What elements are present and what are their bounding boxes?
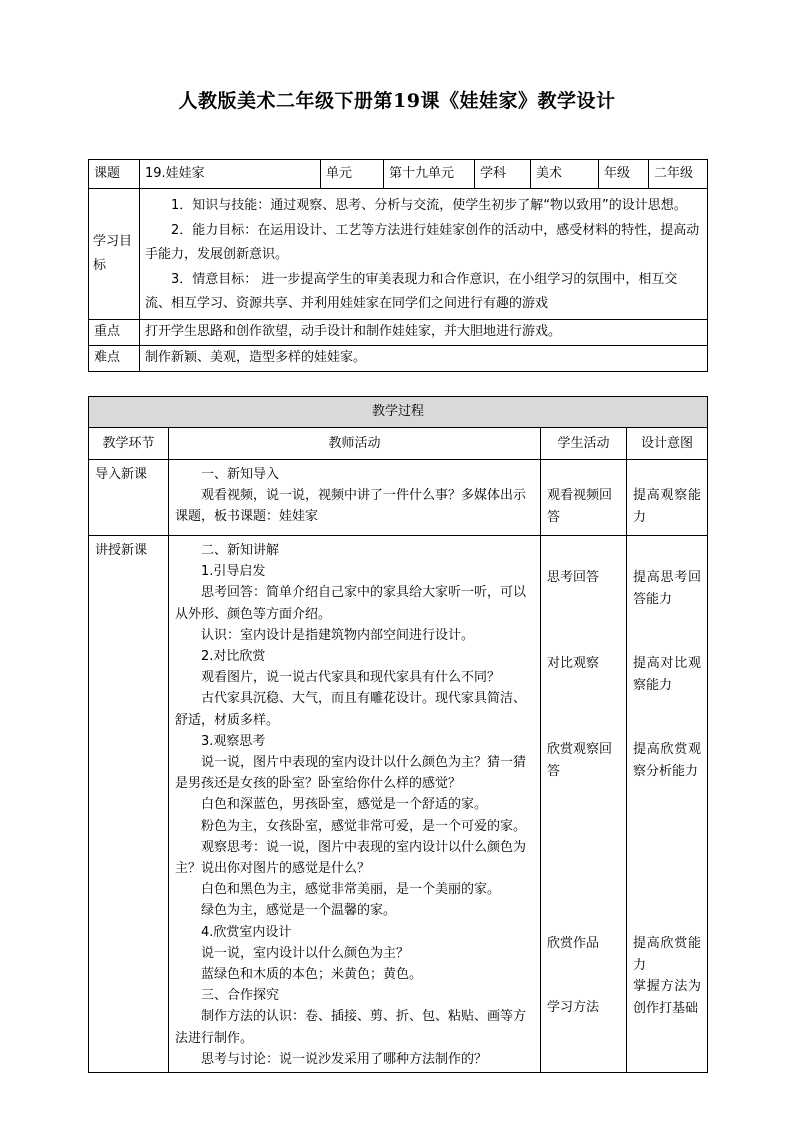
activity-line: 说一说，室内设计以什么颜色为主？ xyxy=(201,945,410,961)
objectives-row xyxy=(89,189,708,320)
teacher-activity xyxy=(169,460,541,536)
header-stage: 教学环节 xyxy=(89,428,169,460)
student-activity xyxy=(541,536,627,1073)
student-activity-item: 思考回答 xyxy=(547,570,600,585)
activity-line: 古代家具沉稳、大气，而且有雕花设计。现代家具简洁、舒适，材质多样。 xyxy=(175,691,527,728)
activity-line: 绿色为主，感觉是一个温馨的家。 xyxy=(201,903,397,919)
objectives-content xyxy=(140,189,708,320)
key-point-label: 重点 xyxy=(89,319,140,345)
activity-line: 观看视频，说一说，视频中讲了一件什么事？多媒体出示课题，板书课题：娃娃家 xyxy=(175,488,527,525)
difficulty-label: 难点 xyxy=(89,345,140,371)
topic-value: 19.娃娃家 xyxy=(140,160,321,189)
activity-line: 粉色为主，女孩卧室，感觉非常可爱，是一个可爱的家。 xyxy=(201,818,527,834)
activity-line: 3.观察思考 xyxy=(201,733,266,749)
activity-line: 2.对比欣赏 xyxy=(201,649,266,665)
key-point-value: 打开学生思路和创作欲望，动手设计和制作娃娃家，并大胆地进行游戏。 xyxy=(140,319,708,345)
activity-line: 观看图片，说一说古代家具和现代家具有什么不同？ xyxy=(201,670,501,686)
activity-line: 制作方法的认识：卷、插接、剪、折、包、粘贴、画等方法进行制作。 xyxy=(175,1009,527,1046)
subject-label: 学科 xyxy=(475,160,531,189)
unit-value: 第十九单元 xyxy=(384,160,475,189)
header-student: 学生活动 xyxy=(541,428,627,460)
intent-item: 提高欣赏能力 xyxy=(633,936,702,973)
document-title: 人教版美术二年级下册第19课《娃娃家》教学设计 xyxy=(178,90,616,112)
stage-cell: 讲授新课 xyxy=(89,536,169,1073)
activity-line: 思考与讨论：说一说沙发采用了哪种方法制作的？ xyxy=(201,1051,488,1067)
topic-label: 课题 xyxy=(89,160,140,189)
activity-line: 二、新知讲解 xyxy=(201,543,280,558)
student-activity-item: 学习方法 xyxy=(547,1000,600,1015)
stage-cell: 导入新课 xyxy=(89,460,169,536)
info-row xyxy=(89,160,708,189)
objective-item: 1．知识与技能：通过观察、思考、分析与交流，使学生初步了解“物以致用”的设计思想。 xyxy=(171,198,687,213)
intent-item: 提高对比观察能力 xyxy=(633,656,702,693)
activity-line: 4.欣赏室内设计 xyxy=(201,924,292,940)
design-intent xyxy=(627,460,708,536)
activity-line: 思考回答：简单介绍自己家中的家具给大家听一听，可以从外形、颜色等方面介绍。 xyxy=(175,585,527,622)
activity-line: 观察思考：说一说，图片中表现的室内设计以什么颜色为主？说出你对图片的感觉是什么？ xyxy=(175,839,527,877)
activity-line: 说一说，图片中表现的室内设计以什么颜色为主？猜一猜是男孩还是女孩的卧室？卧室给你什么样的感觉？ xyxy=(175,755,527,792)
difficulty-row xyxy=(89,345,708,371)
header-teacher: 教师活动 xyxy=(169,428,541,460)
teaching-process-table xyxy=(88,396,708,1073)
difficulty-value: 制作新颖、美观，造型多样的娃娃家。 xyxy=(140,345,708,371)
student-activity-item: 欣赏作品 xyxy=(547,936,600,951)
subject-value: 美术 xyxy=(531,160,599,189)
process-title: 教学过程 xyxy=(89,397,708,428)
intent-item: 提高欣赏观察分析能力 xyxy=(633,742,702,779)
teacher-activity xyxy=(169,536,541,1073)
process-row-intro xyxy=(89,460,708,536)
activity-line: 认识：室内设计是指建筑物内部空间进行设计。 xyxy=(201,627,475,643)
objective-item: 3．情意目标： 进一步提高学生的审美表现力和合作意识，在小组学习的氛围中，相互交流、相互学习、资源共享、并利用娃娃家在同学们之间进行有趣的游戏 xyxy=(145,271,678,311)
student-activity-item: 欣赏观察回答 xyxy=(547,742,613,779)
student-activity-item: 观看视频回答 xyxy=(547,488,613,525)
design-intent xyxy=(627,536,708,1073)
intent-item: 提高思考回答能力 xyxy=(633,570,702,607)
unit-label: 单元 xyxy=(321,160,384,189)
intent-item: 提高观察能力 xyxy=(633,488,702,525)
intent-item: 掌握方法为创作打基础 xyxy=(633,979,702,1016)
process-row-new xyxy=(89,536,708,1073)
activity-line: 三、合作探究 xyxy=(201,988,280,1004)
activity-line: 一、新知导入 xyxy=(201,467,280,482)
activity-line: 白色和深蓝色，男孩卧室，感觉是一个舒适的家。 xyxy=(201,797,488,813)
grade-label: 年级 xyxy=(599,160,649,189)
header-intent: 设计意图 xyxy=(627,428,708,460)
student-activity xyxy=(541,460,627,536)
activity-line: 蓝绿色和木质的本色；米黄色；黄色。 xyxy=(201,967,423,983)
key-point-row xyxy=(89,319,708,345)
student-activity-item: 对比观察 xyxy=(547,656,600,671)
objective-item: 2．能力目标：在运用设计、工艺等方法进行娃娃家创作的活动中，感受材料的特性，提高动手能力，发展创新意识。 xyxy=(145,222,700,262)
activity-line: 白色和黑色为主，感觉非常美丽，是一个美丽的家。 xyxy=(201,882,501,898)
process-header-row xyxy=(89,428,708,460)
activity-line: 1.引导启发 xyxy=(201,564,266,580)
objectives-label: 学习目标 xyxy=(89,189,140,320)
grade-value: 二年级 xyxy=(649,160,708,189)
lesson-info-table xyxy=(88,159,708,372)
